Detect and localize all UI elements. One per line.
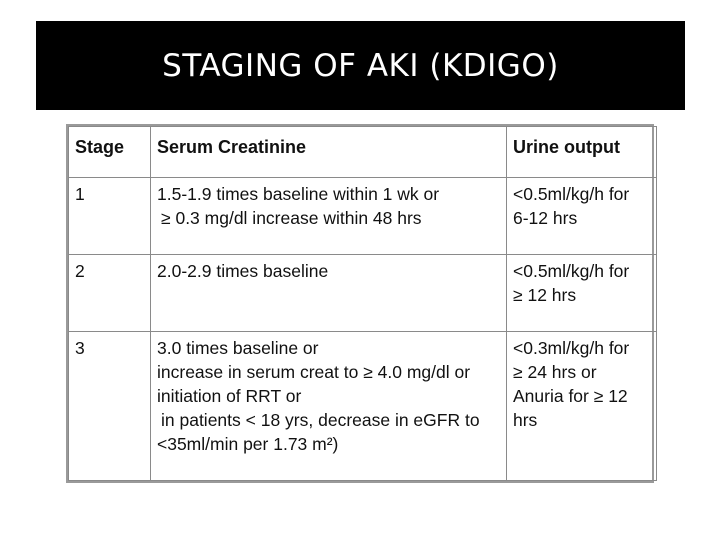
urine-line: <0.5ml/kg/h for xyxy=(513,184,630,204)
urine-cell xyxy=(507,255,657,332)
creatinine-line: 2.0-2.9 times baseline xyxy=(157,261,329,281)
creatinine-line: 3.0 times baseline or xyxy=(157,338,319,358)
table-row xyxy=(69,178,657,255)
urine-cell xyxy=(507,332,657,481)
creatinine-line: 1.5-1.9 times baseline within 1 wk or xyxy=(157,184,440,204)
urine-line: <0.5ml/kg/h for xyxy=(513,261,630,281)
table-header-row xyxy=(69,127,657,178)
creatinine-line: ≥ 0.3 mg/dl increase within 48 hrs xyxy=(161,208,422,228)
creatinine-cell xyxy=(151,332,507,481)
creatinine-line: <35ml/min per 1.73 m²) xyxy=(157,434,339,454)
creatinine-cell xyxy=(151,178,507,255)
stage-cell: 1 xyxy=(69,178,151,255)
creatinine-cell xyxy=(151,255,507,332)
urine-line: 6-12 hrs xyxy=(513,208,578,228)
creatinine-line: initiation of RRT or xyxy=(157,386,302,406)
urine-cell xyxy=(507,178,657,255)
stage-cell: 2 xyxy=(69,255,151,332)
creatinine-line: in patients < 18 yrs, decrease in eGFR to xyxy=(161,410,480,430)
creatinine-line: increase in serum creat to ≥ 4.0 mg/dl or xyxy=(157,362,471,382)
table-row xyxy=(69,332,657,481)
header-serum-creatinine: Serum Creatinine xyxy=(151,127,507,178)
header-stage: Stage xyxy=(69,127,151,178)
table-row xyxy=(69,255,657,332)
urine-line: hrs xyxy=(513,410,538,430)
urine-line: ≥ 12 hrs xyxy=(513,285,577,305)
urine-line: <0.3ml/kg/h for xyxy=(513,338,630,358)
staging-table-container xyxy=(66,124,654,483)
slide-title: STAGING OF AKI (KDIGO) xyxy=(162,47,559,84)
staging-table xyxy=(68,126,657,481)
header-urine-output: Urine output xyxy=(507,127,657,178)
urine-line: Anuria for ≥ 12 xyxy=(513,386,628,406)
title-banner xyxy=(36,21,685,110)
stage-cell: 3 xyxy=(69,332,151,481)
urine-line: ≥ 24 hrs or xyxy=(513,362,597,382)
